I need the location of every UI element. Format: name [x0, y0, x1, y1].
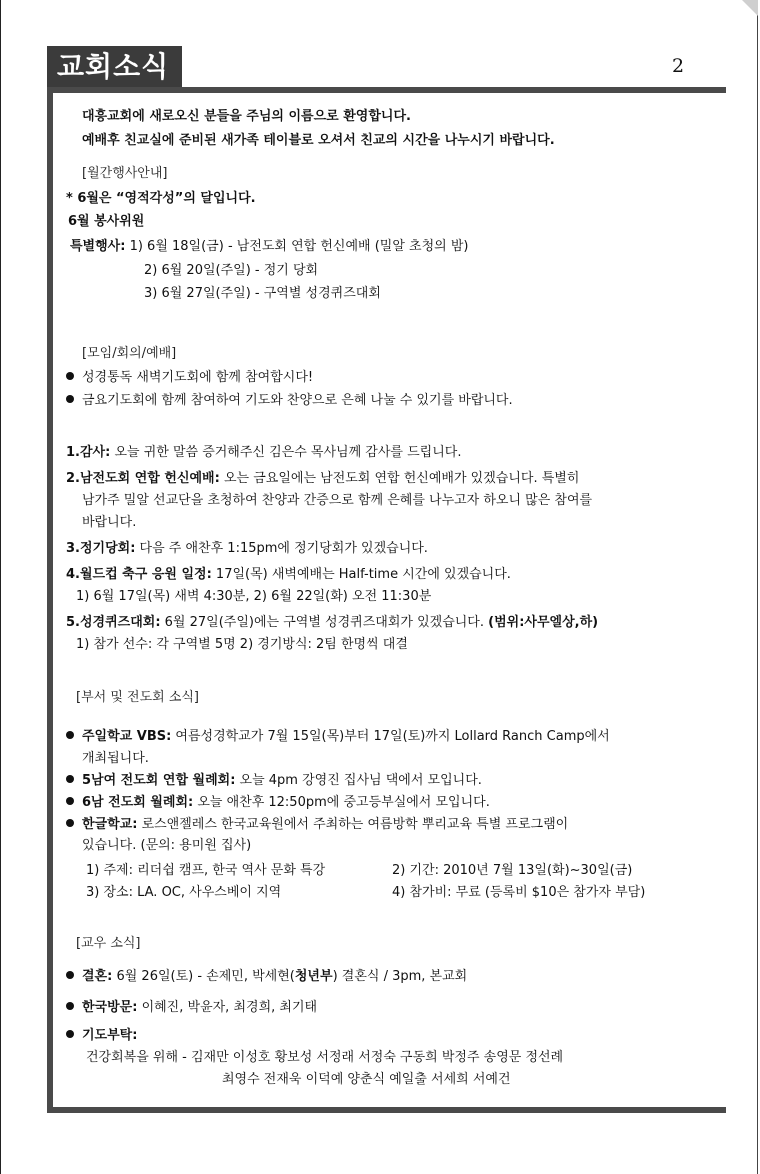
- dept-heading: [부서 및 전도회 소식]: [76, 690, 200, 705]
- dept-4-label: 한글학교:: [82, 817, 138, 832]
- members-heading: [교우 소식]: [76, 936, 141, 951]
- meeting-item-1: [66, 368, 313, 387]
- dept-4-line-2: 있습니다. (문의: 용미원 집사): [82, 838, 252, 853]
- left-rule: [47, 87, 53, 1113]
- notice-3: [66, 539, 428, 558]
- bullet-icon: [66, 971, 74, 979]
- notice-2-line-3: 바랍니다.: [82, 515, 137, 530]
- bullet-icon: [66, 372, 74, 380]
- monthly-heading: [월간행사안내]: [82, 166, 168, 181]
- dept-1-line-2: 개최됩니다.: [82, 751, 149, 766]
- dept-4-sub-2a: 3) 장소: LA. OC, 사우스베이 지역: [86, 885, 282, 900]
- notice-2-label: 2.남전도회 연합 헌신예배:: [66, 471, 220, 486]
- prayer-line-2: 최영수 전재욱 이덕예 양춘식 예일출 서세희 서예건: [222, 1072, 511, 1087]
- dept-4-text: 로스앤젤레스 한국교육원에서 주최하는 여름방학 뿌리교육 특별 프로그램이: [137, 817, 569, 832]
- prayer-line-1: 건강회복을 위해 - 김재만 이성호 황보성 서정래 서정숙 구동희 박정주 송영문 정선례: [86, 1050, 564, 1065]
- dept-4-sub-1b: 2) 기간: 2010년 7월 13일(화)~30일(금): [392, 863, 633, 878]
- notice-2-line-2: 남가주 밀알 선교단을 초청하여 찬양과 간증으로 함께 은혜를 나누고자 하오니 많은 참여를: [82, 493, 593, 508]
- meeting-item-2-text: 금요기도회에 함께 참여하여 기도와 찬양으로 은혜 나눌 수 있기를 바랍니다.: [82, 393, 513, 408]
- bullet-icon: [66, 775, 74, 783]
- notice-1-text: 오늘 귀한 말씀 증거해주신 김은수 목사님께 감사를 드립니다.: [110, 445, 462, 460]
- notice-5: [66, 613, 598, 632]
- dept-3-label: 6남 전도회 월례회:: [82, 795, 194, 810]
- bullet-icon: [66, 797, 74, 805]
- dept-1-label: 주일학교 VBS:: [82, 729, 172, 744]
- dept-4-sub-1a: 1) 주제: 리더쉽 캠프, 한국 역사 문화 특강: [86, 863, 326, 878]
- notice-5-text: 6월 27일(주일)에는 구역별 성경퀴즈대회가 있겠습니다.: [160, 615, 489, 630]
- meeting-heading: [모임/회의/예배]: [82, 346, 177, 361]
- bullet-icon: [66, 1002, 74, 1010]
- special-text-1: 1) 6월 18일(금) - 남전도회 연합 헌신예배 (밀알 초청의 밤): [125, 239, 469, 254]
- dept-2-label: 5남여 전도회 연합 월례회:: [82, 773, 236, 788]
- member-1-label: 결혼:: [82, 969, 113, 984]
- special-event-2: 2) 6월 20일(주일) - 정기 당회: [144, 263, 319, 278]
- member-1-text: 6월 26일(토) - 손제민, 박세현(: [112, 969, 295, 984]
- page-border-right: [757, 0, 758, 1174]
- notice-4-label: 4.월드컵 축구 응원 일정:: [66, 567, 212, 582]
- notice-5-label: 5.성경퀴즈대회:: [66, 615, 161, 630]
- page-number: 2: [672, 55, 685, 77]
- member-3-label: 기도부탁:: [82, 1028, 138, 1043]
- notice-5-line-2: 1) 참가 선수: 각 구역별 5명 2) 경기방식: 2팀 한명씩 대결: [76, 637, 408, 652]
- bullet-icon: [66, 731, 74, 739]
- meeting-item-1-text: 성경통독 새벽기도회에 함께 참여합시다!: [82, 370, 314, 385]
- dept-3-text: 오늘 애찬후 12:50pm에 중고등부실에서 모입니다.: [193, 795, 490, 810]
- dept-item-3: [66, 793, 490, 812]
- bullet-icon: [66, 1030, 74, 1038]
- notice-4-text: 17일(목) 새벽예배는 Half-time 시간에 있겠습니다.: [211, 567, 511, 582]
- dept-1-text: 여름성경학교가 7월 15일(목)부터 17일(토)까지 Lollard Ranch Camp에서: [171, 729, 610, 744]
- theme-marker: *: [66, 191, 78, 206]
- section-title: 교회소식: [47, 46, 182, 88]
- special-label: 특별행사:: [70, 239, 126, 254]
- special-event-1: [70, 237, 469, 256]
- notice-3-label: 3.정기당회:: [66, 541, 136, 556]
- notice-4: [66, 565, 511, 584]
- welcome-line-2: 예배후 친교실에 준비된 새가족 테이블로 오셔서 친교의 시간을 나누시기 바랍니다.: [82, 133, 555, 148]
- notice-1-label: 1.감사:: [66, 445, 111, 460]
- dept-2-text: 오늘 4pm 강영진 집사님 댁에서 모입니다.: [235, 773, 482, 788]
- dept-item-1: [66, 727, 610, 746]
- dept-item-2: [66, 771, 482, 790]
- member-2-label: 한국방문:: [82, 1000, 138, 1015]
- notice-1: [66, 443, 461, 462]
- member-item-1: [66, 967, 467, 986]
- member-2-text: 이혜진, 박윤자, 최경희, 최기태: [137, 1000, 318, 1015]
- bottom-rule: [47, 1107, 726, 1113]
- member-item-2: [66, 998, 317, 1017]
- notice-4-line-2: 1) 6월 17일(목) 새벽 4:30분, 2) 6월 22일(화) 오전 11:30분: [76, 589, 432, 604]
- page-border-left: [0, 0, 1, 1174]
- dept-4-sub-2b: 4) 참가비: 무료 (등록비 $10은 참가자 부담): [392, 885, 646, 900]
- dept-item-4: [66, 815, 568, 834]
- member-1-bold: 청년부: [294, 969, 333, 984]
- special-event-3: 3) 6월 27일(주일) - 구역별 성경퀴즈대회: [144, 286, 381, 301]
- notice-2: [66, 469, 579, 488]
- meeting-item-2: [66, 391, 513, 410]
- bullet-icon: [66, 395, 74, 403]
- member-item-3: [66, 1026, 137, 1045]
- bullet-icon: [66, 819, 74, 827]
- page-corner-fold: [742, 0, 758, 16]
- member-1-text-2: ) 결혼식 / 3pm, 본교회: [332, 969, 468, 984]
- committee-label: 6월 봉사위원: [68, 214, 145, 229]
- monthly-theme: [66, 189, 256, 208]
- notice-5-range: (범위:사무엘상,하): [488, 615, 599, 630]
- welcome-line-1: 대흥교회에 새로오신 분들을 주님의 이름으로 환영합니다.: [82, 109, 411, 124]
- top-rule: [47, 87, 726, 93]
- notice-3-text: 다음 주 애찬후 1:15pm에 정기당회가 있겠습니다.: [135, 541, 428, 556]
- theme-text: 6월은 “영적각성”의 달입니다.: [77, 191, 256, 206]
- notice-2-text: 오는 금요일에는 남전도회 연합 헌신예배가 있겠습니다. 특별히: [219, 471, 580, 486]
